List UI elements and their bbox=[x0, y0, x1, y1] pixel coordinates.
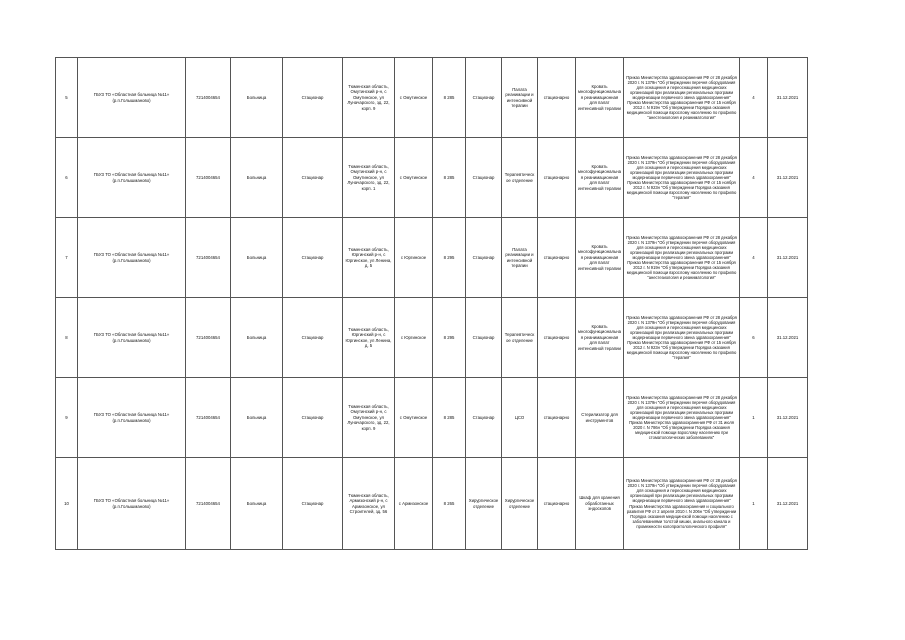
cell-code: 8 295 bbox=[433, 298, 466, 378]
cell-address: Тюменская область, Омутинский р-н, с Омутинское, ул Луначарского, зд. 22, корп. 1 bbox=[343, 138, 395, 218]
cell-address: Тюменская область, Юргинский р-н, с Юргинское, ул Ленина, д. 5 bbox=[343, 298, 395, 378]
cell-equipment: Кровать многофункциональная реанимационная для палат интенсивной терапии bbox=[576, 298, 624, 378]
cell-organization: ГБУЗ ТО «Областная больница №11» (р.п.Голышманово) bbox=[78, 378, 186, 458]
cell-code: 8 285 bbox=[433, 58, 466, 138]
cell-care-conditions: стационарно bbox=[538, 58, 576, 138]
cell-facility-kind: Стационар bbox=[283, 138, 343, 218]
cell-quantity: 4 bbox=[740, 218, 768, 298]
cell-number: 6 bbox=[56, 138, 78, 218]
cell-address: Тюменская область, Юргинский р-н, с Юргинское, ул Ленина, д. 5 bbox=[343, 218, 395, 298]
cell-facility-kind: Стационар bbox=[283, 458, 343, 550]
cell-regulation: Приказ Министерства здравоохранения РФ от 28 декабря 2020 г. N 1379н "Об утверждении перечня оборудования для оснащения и переоснащения медицинских организаций при реализации региональных программ модернизации первичного звена здравоохранения" Приказ Министерства здравоохранения РФ от 15 ноября 2012 г. N 923н "Об утверждении Порядка оказания медицинской помощи взрослому населению по профилю "терапия" bbox=[624, 138, 740, 218]
cell-date: 31.12.2021 bbox=[768, 378, 808, 458]
cell-code: 8 285 bbox=[433, 138, 466, 218]
cell-quantity: 4 bbox=[740, 138, 768, 218]
cell-code: 8 295 bbox=[433, 218, 466, 298]
cell-address: Тюменская область, Омутинский р-н, с Омутинское, ул Луначарского, зд. 22, корп. 9 bbox=[343, 58, 395, 138]
cell-quantity: 1 bbox=[740, 378, 768, 458]
cell-regulation: Приказ Министерства здравоохранения РФ от 28 декабря 2020 г. N 1379н "Об утверждении перечня оборудования для оснащения и переоснащения медицинских организаций при реализации региональных программ модернизации первичного звена здравоохранения" Приказ Министерства здравоохранения РФ от 15 ноября 2012 г. N 919н "Об утверждении Порядка оказания медицинской помощи взрослому населению по профилю "анестезиология и реаниматология" bbox=[624, 218, 740, 298]
cell-regulation: Приказ Министерства здравоохранения РФ от 28 декабря 2020 г. N 1379н "Об утверждении перечня оборудования для оснащения и переоснащения медицинских организаций при реализации региональных программ модернизации первичного звена здравоохранения" Приказ Министерства здравоохранения РФ от 15 ноября 2012 г. N 923н "Об утверждении Порядка оказания медицинской помощи взрослому населению по профилю "терапия" bbox=[624, 298, 740, 378]
cell-date: 31.12.2021 bbox=[768, 298, 808, 378]
cell-date: 31.12.2021 bbox=[768, 58, 808, 138]
cell-organization: ГБУЗ ТО «Областная больница №11» (р.п.Голышманово) bbox=[78, 138, 186, 218]
cell-equipment: Кровать многофункциональная реанимационная для палат интенсивной терапии bbox=[576, 58, 624, 138]
cell-equipment: Шкаф для хранения обработанных эндоскопов bbox=[576, 458, 624, 550]
cell-locality: с Армизонское bbox=[395, 458, 433, 550]
cell-facility-type: Больница bbox=[231, 58, 283, 138]
cell-department: Палата реанимации и интенсивной терапии bbox=[502, 58, 538, 138]
cell-facility-type: Больница bbox=[231, 298, 283, 378]
cell-equipment: Кровать многофункциональная реанимационная для палат интенсивной терапии bbox=[576, 138, 624, 218]
cell-department: Терапевтическое отделение bbox=[502, 298, 538, 378]
cell-unit: Хирургическое отделение bbox=[466, 458, 502, 550]
cell-locality: с Юргинское bbox=[395, 218, 433, 298]
cell-number: 5 bbox=[56, 58, 78, 138]
cell-date: 31.12.2021 bbox=[768, 218, 808, 298]
cell-facility-kind: Стационар bbox=[283, 218, 343, 298]
cell-organization: ГБУЗ ТО «Областная больница №11» (р.п.Голышманово) bbox=[78, 58, 186, 138]
cell-care-conditions: стационарно bbox=[538, 298, 576, 378]
equipment-table bbox=[55, 57, 808, 550]
cell-code: 8 265 bbox=[433, 458, 466, 550]
cell-locality: с Омутинское bbox=[395, 378, 433, 458]
cell-organization: ГБУЗ ТО «Областная больница №11» (р.п.Голышманово) bbox=[78, 458, 186, 550]
cell-inn: 7214004654 bbox=[186, 218, 231, 298]
cell-locality: с Юргинское bbox=[395, 298, 433, 378]
cell-facility-type: Больница bbox=[231, 138, 283, 218]
cell-address: Тюменская область, Армизонский р-н, с Армизонское, ул Строителей, зд. 56 bbox=[343, 458, 395, 550]
cell-equipment: Стерилизатор для инструментов bbox=[576, 378, 624, 458]
cell-code: 8 285 bbox=[433, 378, 466, 458]
cell-date: 31.12.2021 bbox=[768, 458, 808, 550]
table-row bbox=[56, 218, 808, 298]
cell-quantity: 4 bbox=[740, 58, 768, 138]
cell-organization: ГБУЗ ТО «Областная больница №11» (р.п.Голышманово) bbox=[78, 298, 186, 378]
table-row bbox=[56, 378, 808, 458]
cell-facility-kind: Стационар bbox=[283, 378, 343, 458]
cell-equipment: Кровать многофункциональная реанимационная для палат интенсивной терапии bbox=[576, 218, 624, 298]
cell-facility-kind: Стационар bbox=[283, 58, 343, 138]
cell-date: 31.12.2021 bbox=[768, 138, 808, 218]
cell-care-conditions: стационарно bbox=[538, 138, 576, 218]
table-row bbox=[56, 138, 808, 218]
cell-care-conditions: стационарно bbox=[538, 218, 576, 298]
cell-department: Терапевтическое отделение bbox=[502, 138, 538, 218]
cell-regulation: Приказ Министерства здравоохранения РФ от 28 декабря 2020 г. N 1379н "Об утверждении перечня оборудования для оснащения и переоснащения медицинских организаций при реализации региональных программ модернизации первичного звена здравоохранения" Приказ Министерства здравоохранения РФ от 15 ноября 2012 г. N 919н "Об утверждении Порядка оказания медицинской помощи взрослому населению по профилю "анестезиология и реаниматология" bbox=[624, 58, 740, 138]
cell-facility-type: Больница bbox=[231, 378, 283, 458]
cell-address: Тюменская область, Омутинский р-н, с Омутинское, ул Луначарского, зд. 22, корп. 9 bbox=[343, 378, 395, 458]
cell-number: 10 bbox=[56, 458, 78, 550]
table-row bbox=[56, 458, 808, 550]
cell-quantity: 1 bbox=[740, 458, 768, 550]
table-row bbox=[56, 298, 808, 378]
cell-organization: ГБУЗ ТО «Областная больница №11» (р.п.Голышманово) bbox=[78, 218, 186, 298]
cell-department: Хирургическое отделение bbox=[502, 458, 538, 550]
cell-inn: 7214004654 bbox=[186, 458, 231, 550]
cell-regulation: Приказ Министерства здравоохранения РФ от 28 декабря 2020 г. N 1379н "Об утверждении перечня оборудования для оснащения и переоснащения медицинских организаций при реализации региональных программ модернизации первичного звена здравоохранения" Приказ Министерства здравоохранения и социального развития РФ от 2 апреля 2010 г. N 206н "Об утверждении Порядка оказания медицинской помощи населению с заболеваниями толстой кишки, анального канала и промежности колопроктологического профиля" bbox=[624, 458, 740, 550]
cell-facility-type: Больница bbox=[231, 458, 283, 550]
cell-quantity: 6 bbox=[740, 298, 768, 378]
table-row bbox=[56, 58, 808, 138]
cell-inn: 7214004654 bbox=[186, 58, 231, 138]
cell-facility-kind: Стационар bbox=[283, 298, 343, 378]
cell-unit: Стационар bbox=[466, 378, 502, 458]
cell-inn: 7214004654 bbox=[186, 378, 231, 458]
cell-inn: 7214004654 bbox=[186, 138, 231, 218]
cell-unit: Стационар bbox=[466, 218, 502, 298]
cell-number: 7 bbox=[56, 218, 78, 298]
cell-unit: Стационар bbox=[466, 58, 502, 138]
cell-regulation: Приказ Министерства здравоохранения РФ от 28 декабря 2020 г. N 1379н "Об утверждении перечня оборудования для оснащения и переоснащения медицинских организаций при реализации региональных программ модернизации первичного звена здравоохранения" Приказ Министерства здравоохранения РФ от 31 июля 2020 г. N 786н "Об утверждении Порядка оказания медицинской помощи взрослому населению при стоматологических заболеваниях" bbox=[624, 378, 740, 458]
cell-inn: 7214004654 bbox=[186, 298, 231, 378]
cell-unit: Стационар bbox=[466, 298, 502, 378]
cell-number: 8 bbox=[56, 298, 78, 378]
cell-care-conditions: стационарно bbox=[538, 458, 576, 550]
cell-facility-type: Больница bbox=[231, 218, 283, 298]
cell-locality: с Омутинское bbox=[395, 58, 433, 138]
cell-department: Палата реанимации и интенсивной терапии bbox=[502, 218, 538, 298]
cell-unit: Стационар bbox=[466, 138, 502, 218]
cell-care-conditions: стационарно bbox=[538, 378, 576, 458]
cell-department: ЦСО bbox=[502, 378, 538, 458]
cell-locality: с Омутинское bbox=[395, 138, 433, 218]
cell-number: 9 bbox=[56, 378, 78, 458]
